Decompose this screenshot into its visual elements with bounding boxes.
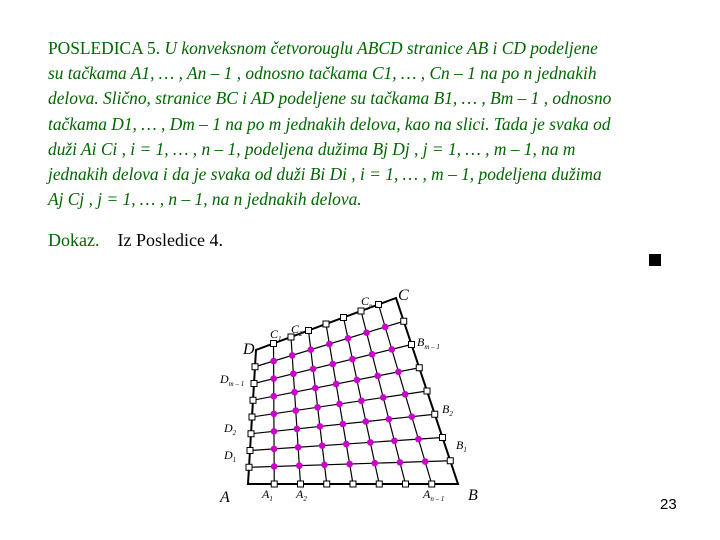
grid-intersection-point xyxy=(358,397,365,404)
grid-intersection-point xyxy=(295,444,302,451)
grid-intersection-point xyxy=(271,446,278,453)
grid-intersection-point xyxy=(321,462,328,469)
grid-intersection-point xyxy=(271,410,278,417)
point-a4 xyxy=(350,481,356,487)
statement-line-5: duži Ai Ci , i = 1, … , n – 1, podeljena dužima Bj Dj , j = 1, … , m – 1, na m xyxy=(48,138,576,159)
grid-intersection-point xyxy=(319,442,326,449)
grid-intersection-point xyxy=(346,461,353,468)
grid-intersection-point xyxy=(290,370,297,377)
point-d4 xyxy=(249,414,255,420)
statement-line-4: tačkama D1, … , Dm – 1 na po m jednakih delova, kao na slici. Tada je svaka od xyxy=(48,113,611,134)
point-b1 xyxy=(447,458,453,464)
point-a6 xyxy=(403,481,409,487)
grid-intersection-point xyxy=(310,366,317,373)
point-label-an-1: $A_{n - 1}$ xyxy=(423,487,445,503)
statement-line-1-text: U konveksnom četvorouglu ABCD stranice AB i CD podeljene xyxy=(160,38,598,58)
grid-intersection-point xyxy=(363,329,370,336)
point-b5 xyxy=(416,365,422,371)
grid-intersection-point xyxy=(369,351,376,358)
point-label-c2: $C_2$ xyxy=(291,322,303,338)
point-b7 xyxy=(401,318,407,324)
grid-intersection-point xyxy=(382,324,389,331)
statement-line-2: su tačkama A1, … , An – 1 , odnosno tačkama C1, … , Cn – 1 na po n jednakih xyxy=(48,63,597,84)
grid-intersection-point xyxy=(270,393,277,400)
point-label-d2: $D_2$ xyxy=(224,421,237,437)
grid-intersection-point xyxy=(271,428,278,435)
grid-intersection-point xyxy=(402,391,409,398)
point-labels xyxy=(219,287,478,506)
point-d2 xyxy=(247,448,253,454)
point-b4 xyxy=(424,388,430,394)
point-label-b2: $B_2$ xyxy=(442,402,453,418)
grid-intersection-point xyxy=(374,373,381,380)
grid-intersection-point xyxy=(314,404,321,411)
point-b2 xyxy=(440,435,446,441)
grid-intersection-point xyxy=(270,375,277,382)
grid-intersection-point xyxy=(296,462,303,469)
grid-intersection-point xyxy=(371,460,378,467)
point-b3 xyxy=(432,411,438,417)
grid-intersection-point xyxy=(345,335,352,342)
grid-intersection-point xyxy=(291,389,298,396)
point-a3 xyxy=(324,481,330,487)
page-number: 23 xyxy=(660,496,677,513)
point-c4 xyxy=(323,321,329,327)
statement-line-3: delova. Slično, stranice BC i AD podeljene su tačkama B1, … , Bm – 1 , odnosno xyxy=(48,88,612,109)
point-d3 xyxy=(248,431,254,437)
corollary-label: POSLEDICA 5. xyxy=(48,38,161,58)
point-label-bm-1: $B_{m - 1}$ xyxy=(417,335,440,351)
grid-intersection-point xyxy=(326,341,333,348)
point-c3 xyxy=(306,328,312,334)
point-c6 xyxy=(358,308,364,314)
point-label-a1: $A_1$ xyxy=(262,487,273,503)
vertex-label-d: D xyxy=(243,341,255,358)
point-label-cn-1: $C_{n - 1}$ xyxy=(361,294,384,310)
grid-intersection-point xyxy=(292,407,299,414)
vertex-label-c: C xyxy=(398,287,409,304)
grid-intersection-point xyxy=(354,377,361,384)
point-d1 xyxy=(246,464,252,470)
point-d7 xyxy=(252,364,258,370)
grid-intersection-point xyxy=(333,381,340,388)
proof-text: Iz Posledice 4. xyxy=(117,230,223,250)
point-label-d1: $D_1$ xyxy=(224,448,237,464)
grid-lines xyxy=(249,305,450,485)
grid-intersection-point xyxy=(270,358,277,365)
grid-intersection-point xyxy=(367,439,374,446)
grid-intersection-point xyxy=(386,416,393,423)
point-d6 xyxy=(251,381,257,387)
grid-intersection-point xyxy=(336,401,343,408)
grid-intersection-point xyxy=(340,421,347,428)
grid-intersection-point xyxy=(389,346,396,353)
statement-line-7: Aj Cj , j = 1, … , n – 1, na n jednakih delova. xyxy=(48,189,362,210)
proof-label: Dokaz. xyxy=(48,230,100,250)
grid-intersection-point xyxy=(312,385,319,392)
grid-intersection-point xyxy=(307,346,314,353)
point-label-b1: $B_1$ xyxy=(456,438,467,454)
point-label-a2: $A_2$ xyxy=(296,487,307,503)
grid-intersection-point xyxy=(317,423,324,430)
vertex-label-b: B xyxy=(468,487,478,504)
grid-intersection-point xyxy=(363,418,370,425)
grid-intersection-point xyxy=(289,352,296,359)
point-c1 xyxy=(271,341,277,347)
grid-intersection-point xyxy=(271,463,278,470)
grid-intersection-point xyxy=(415,436,422,443)
point-c5 xyxy=(341,315,347,321)
grid-intersection-point xyxy=(397,459,404,466)
grid-intersection-point xyxy=(422,458,429,465)
vertex-label-a: A xyxy=(220,489,230,506)
grid-intersection-point xyxy=(294,426,301,433)
grid-intersection-point xyxy=(391,437,398,444)
grid-intersection-point xyxy=(349,356,356,363)
grid-intersection-point xyxy=(395,369,402,376)
statement-line-6: jednakih delova i da je svaka od duži Bi Di , i = 1, … , m – 1, podeljena dužima xyxy=(48,164,602,185)
point-d5 xyxy=(250,397,256,403)
grid-intersection-point xyxy=(380,394,387,401)
grid-intersection-point xyxy=(343,441,350,448)
point-a1 xyxy=(271,481,277,487)
point-label-c1: $C_1$ xyxy=(270,327,282,343)
point-a5 xyxy=(376,481,382,487)
grid-intersection-point xyxy=(408,413,415,420)
grid-intersection-point xyxy=(329,361,336,368)
point-label-dm-1: $D_{m - 1}$ xyxy=(220,372,245,388)
point-b6 xyxy=(409,342,415,348)
